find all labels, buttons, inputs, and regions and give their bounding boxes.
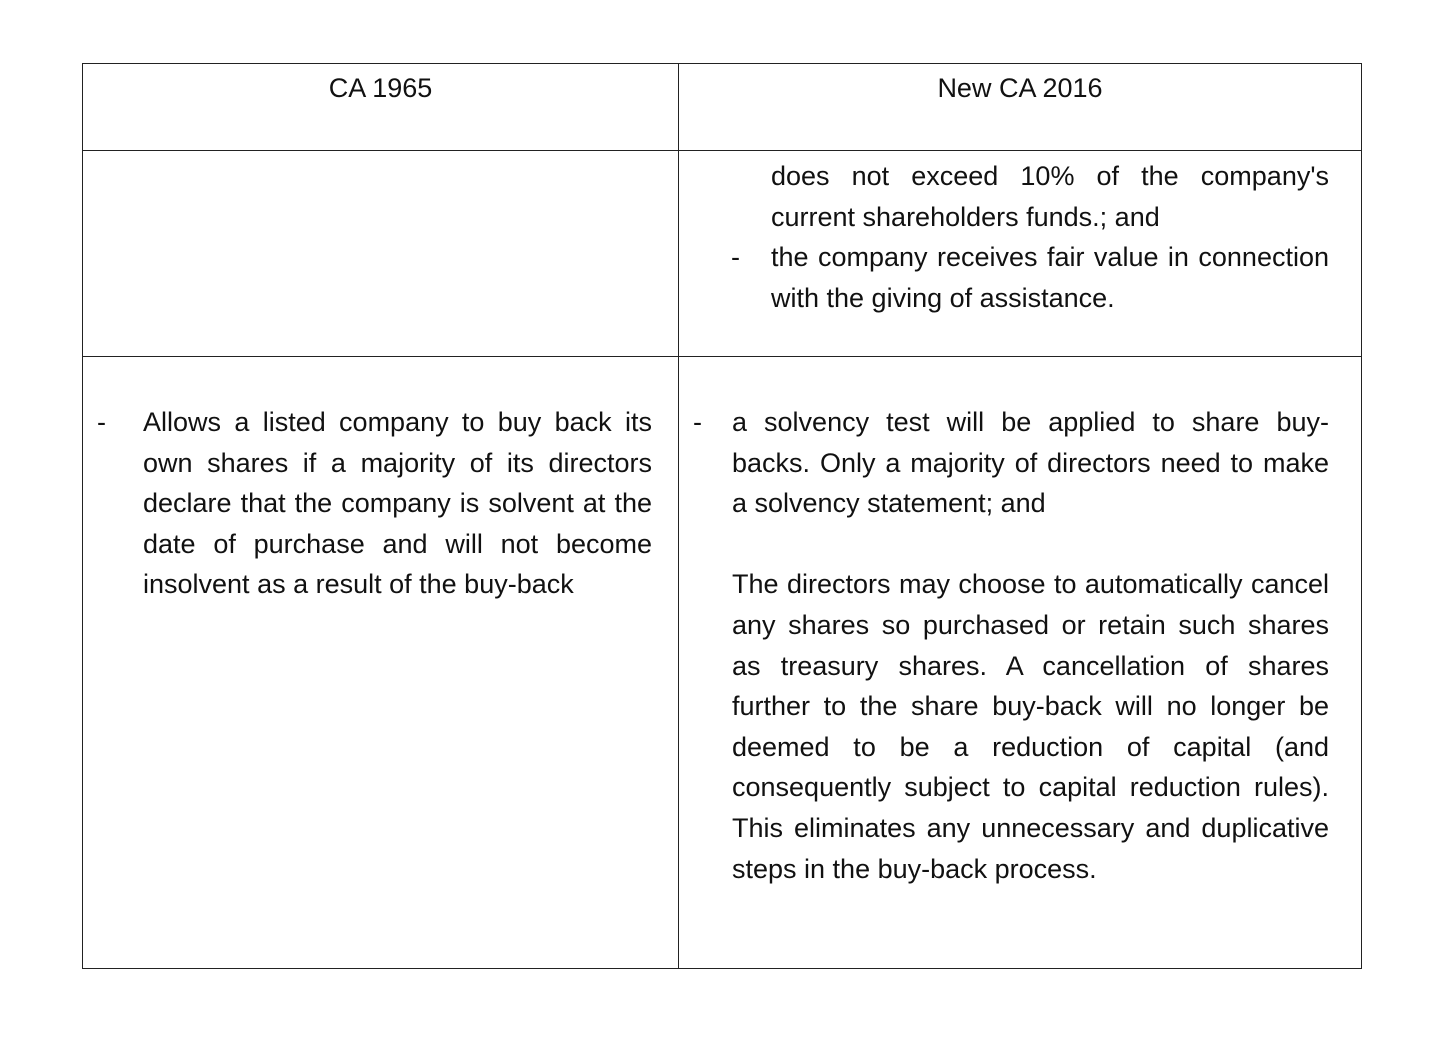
list-item-text: Allows a listed company to buy back its own shares if a majority of its directors declare that the company is solvent at the date of purchase and will not become insolvent as a result of the buy-back bbox=[143, 407, 652, 600]
list-item bbox=[731, 237, 1329, 318]
bullet-dash: - bbox=[731, 242, 740, 273]
comparison-table bbox=[82, 63, 1362, 969]
header-ca-1965: CA 1965 bbox=[83, 64, 679, 151]
header-new-ca-2016: New CA 2016 bbox=[679, 64, 1362, 151]
continuation-text: does not exceed 10% of the company's current shareholders funds.; and bbox=[771, 161, 1329, 232]
cell-new-ca-2016-buyback bbox=[679, 357, 1362, 969]
table-row bbox=[83, 357, 1362, 969]
cell-ca-1965-buyback bbox=[83, 357, 679, 969]
bullet-dash: - bbox=[693, 407, 702, 437]
header-row bbox=[83, 64, 1362, 151]
cell-new-ca-2016-assistance bbox=[679, 151, 1362, 357]
list-item-text: a solvency test will be applied to share buy-backs. Only a majority of directors need to make a solvency statement; and bbox=[732, 407, 1329, 519]
bullet-dash: - bbox=[97, 407, 106, 437]
list-item-text: the company receives fair value in connection with the giving of assistance. bbox=[771, 242, 1329, 313]
paragraph-text: The directors may choose to automatically cancel any shares so purchased or retain such shares as treasury shares. A cancellation of shares further to the share buy-back will no longer be deemed to be a reduction of capital (and consequently subject to capital reduction rules). This eliminates any unnecessary and duplicative steps in the buy-back process. bbox=[732, 569, 1329, 884]
cell-ca-1965-empty bbox=[83, 151, 679, 357]
table-row bbox=[83, 151, 1362, 357]
list-item bbox=[97, 402, 652, 605]
list-item bbox=[693, 402, 1329, 524]
